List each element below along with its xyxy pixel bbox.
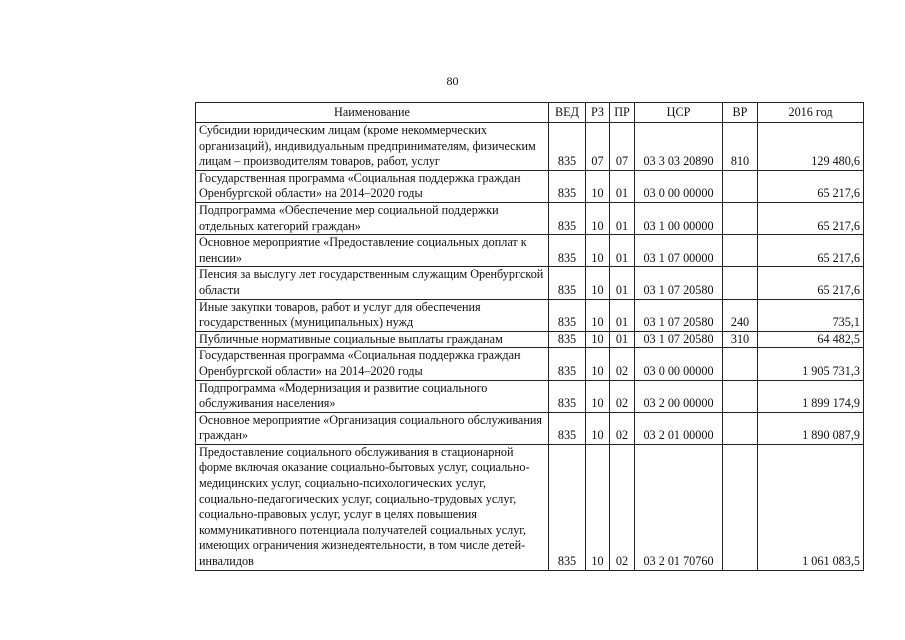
- table-row: [196, 444, 864, 570]
- row-name: Государственная программа «Социальная поддержка граждан Оренбургской области» на 2014–2020 годы: [196, 348, 549, 380]
- row-sum: 1 905 731,3: [758, 348, 864, 380]
- row-rz: 10: [586, 202, 610, 234]
- row-ved: 835: [549, 348, 586, 380]
- table-row: [196, 235, 864, 267]
- table-row: [196, 412, 864, 444]
- row-sum: 65 217,6: [758, 202, 864, 234]
- row-vr: [723, 412, 758, 444]
- header-name: Наименование: [196, 103, 549, 123]
- row-sum: 65 217,6: [758, 235, 864, 267]
- table-row: [196, 267, 864, 299]
- row-vr: [723, 348, 758, 380]
- row-vr: [723, 202, 758, 234]
- table-row: [196, 170, 864, 202]
- row-pr: 02: [610, 444, 635, 570]
- row-vr: 240: [723, 299, 758, 331]
- table-row: [196, 123, 864, 171]
- row-vr: [723, 170, 758, 202]
- row-vr: [723, 380, 758, 412]
- row-pr: 01: [610, 202, 635, 234]
- row-rz: 10: [586, 299, 610, 331]
- row-pr: 02: [610, 348, 635, 380]
- row-sum: 64 482,5: [758, 331, 864, 348]
- row-sum: 1 899 174,9: [758, 380, 864, 412]
- row-csr: 03 2 01 70760: [635, 444, 723, 570]
- row-sum: 735,1: [758, 299, 864, 331]
- row-name: Основное мероприятие «Предоставление социальных доплат к пенсии»: [196, 235, 549, 267]
- table-row: [196, 348, 864, 380]
- row-pr: 02: [610, 380, 635, 412]
- row-pr: 01: [610, 170, 635, 202]
- row-rz: 10: [586, 348, 610, 380]
- budget-table: [195, 102, 864, 571]
- page-number: 80: [446, 74, 459, 88]
- row-ved: 835: [549, 123, 586, 171]
- row-name: Публичные нормативные социальные выплаты гражданам: [196, 331, 549, 348]
- row-csr: 03 2 00 00000: [635, 380, 723, 412]
- row-vr: [723, 444, 758, 570]
- row-rz: 10: [586, 267, 610, 299]
- row-name: Подпрограмма «Модернизация и развитие социального обслуживания населения»: [196, 380, 549, 412]
- row-name: Пенсия за выслугу лет государственным служащим Оренбургской области: [196, 267, 549, 299]
- row-ved: 835: [549, 170, 586, 202]
- row-rz: 10: [586, 235, 610, 267]
- row-csr: 03 1 07 00000: [635, 235, 723, 267]
- row-csr: 03 2 01 00000: [635, 412, 723, 444]
- row-ved: 835: [549, 412, 586, 444]
- row-pr: 01: [610, 267, 635, 299]
- header-csr: ЦСР: [635, 103, 723, 123]
- row-csr: 03 1 00 00000: [635, 202, 723, 234]
- row-rz: 10: [586, 444, 610, 570]
- row-name: Иные закупки товаров, работ и услуг для обеспечения государственных (муниципальных) нужд: [196, 299, 549, 331]
- row-ved: 835: [549, 267, 586, 299]
- row-ved: 835: [549, 299, 586, 331]
- header-sum: 2016 год: [758, 103, 864, 123]
- row-rz: 10: [586, 170, 610, 202]
- row-name: Основное мероприятие «Организация социального обслуживания граждан»: [196, 412, 549, 444]
- row-vr: 810: [723, 123, 758, 171]
- row-csr: 03 0 00 00000: [635, 170, 723, 202]
- row-vr: [723, 267, 758, 299]
- row-vr: 310: [723, 331, 758, 348]
- row-name: Предоставление социального обслуживания в стационарной форме включая оказание социально-бытовых услуг, социально-медицинских услуг, социально-психологических услуг, социально-педагогических услуг, социально-трудовых услуг, социально-правовых услуг, услуг в целях повышения коммуникативного потенциала получателей социальных услуг, имеющих ограничения жизнедеятельности, в том числе детей-инвалидов: [196, 444, 549, 570]
- row-pr: 02: [610, 412, 635, 444]
- table-row: [196, 331, 864, 348]
- row-csr: 03 3 03 20890: [635, 123, 723, 171]
- row-name: Государственная программа «Социальная поддержка граждан Оренбургской области» на 2014–2020 годы: [196, 170, 549, 202]
- header-vr: ВР: [723, 103, 758, 123]
- row-pr: 01: [610, 235, 635, 267]
- row-rz: 07: [586, 123, 610, 171]
- row-ved: 835: [549, 235, 586, 267]
- row-pr: 01: [610, 299, 635, 331]
- row-csr: 03 1 07 20580: [635, 299, 723, 331]
- row-name: Субсидии юридическим лицам (кроме некоммерческих организаций), индивидуальным предпринимателям, физическим лицам – производителям товаров, работ, услуг: [196, 123, 549, 171]
- row-ved: 835: [549, 380, 586, 412]
- row-csr: 03 1 07 20580: [635, 331, 723, 348]
- header-ved: ВЕД: [549, 103, 586, 123]
- table-row: [196, 202, 864, 234]
- row-sum: 1 061 083,5: [758, 444, 864, 570]
- row-pr: 01: [610, 331, 635, 348]
- row-sum: 129 480,6: [758, 123, 864, 171]
- row-rz: 10: [586, 412, 610, 444]
- row-name: Подпрограмма «Обеспечение мер социальной поддержки отдельных категорий граждан»: [196, 202, 549, 234]
- row-rz: 10: [586, 331, 610, 348]
- row-rz: 10: [586, 380, 610, 412]
- row-pr: 07: [610, 123, 635, 171]
- row-sum: 65 217,6: [758, 170, 864, 202]
- row-csr: 03 1 07 20580: [635, 267, 723, 299]
- table-row: [196, 299, 864, 331]
- table-row: [196, 380, 864, 412]
- row-csr: 03 0 00 00000: [635, 348, 723, 380]
- row-ved: 835: [549, 331, 586, 348]
- row-vr: [723, 235, 758, 267]
- row-sum: 1 890 087,9: [758, 412, 864, 444]
- header-rz: РЗ: [586, 103, 610, 123]
- row-ved: 835: [549, 444, 586, 570]
- row-ved: 835: [549, 202, 586, 234]
- header-pr: ПР: [610, 103, 635, 123]
- row-sum: 65 217,6: [758, 267, 864, 299]
- table-header-row: [196, 103, 864, 123]
